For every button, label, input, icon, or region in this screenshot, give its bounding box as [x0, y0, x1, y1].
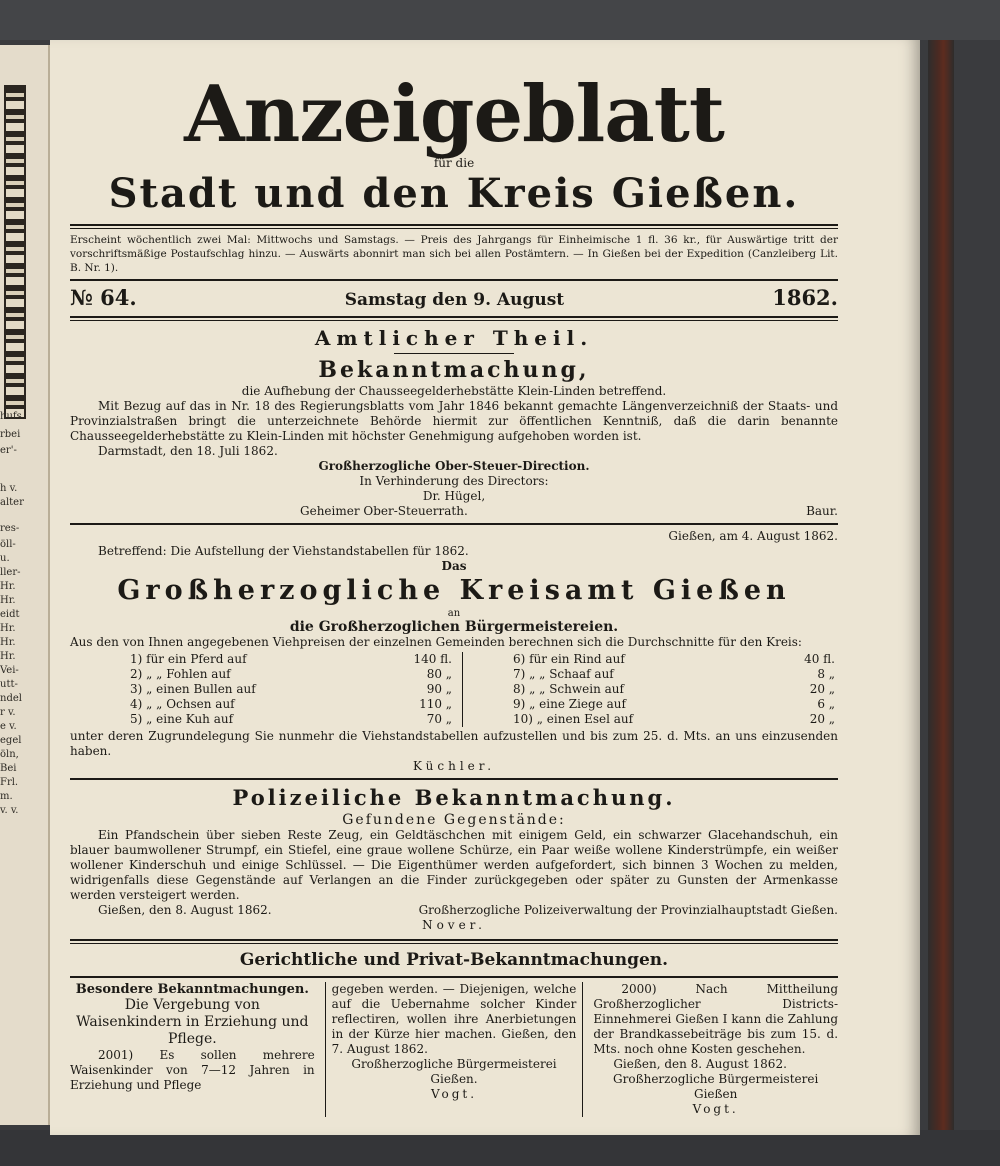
price-value: 70 „: [426, 712, 452, 726]
vieh-intro: Aus den von Ihnen angegebenen Viehpreisen der einzelnen Gemeinden berechnen sich die Durchschnitte für den Kreis:: [70, 635, 802, 649]
left-page-fragment: Hr.: [0, 637, 16, 648]
police-place-date: Gießen, den 8. August 1862.: [98, 903, 272, 917]
brandkasse-authority: Großherzogliche Bürgermeisterei Gießen: [613, 1072, 819, 1101]
book-binding: [928, 40, 954, 1130]
issue-date: Samstag den 9. August: [344, 290, 565, 310]
left-page-fragment: rbei: [0, 429, 21, 440]
police-text: Ein Pfandschein über sieben Reste Zeug, ein Geldtäschchen mit einigem Geld, ein schwarzer Glacehandschuh, ein blauer baumwollener Strumpf, ein Stiefel, eine graue wollene Schürze, ein Paar weiße wollene Kinderstrümpfe, ein weißer wollener Kinderschuh und einige Schlüssel. — Die Eigenthümer werden aufgefordert, sich binnen 3 Wochen zu melden, widrigenfalls diese Gegenstände auf Verlangen an die Finder zurückgegeben oder später zu Gunsten der Armenkasse werden versteigert werden.: [70, 828, 838, 902]
section-heading-amtlich: Amtlicher Theil.: [314, 326, 594, 350]
divider: [70, 939, 838, 944]
police-authority: Großherzogliche Polizeiverwaltung der Provinzialhauptstadt Gießen.: [418, 903, 838, 917]
left-page-fragment: r v.: [0, 707, 16, 718]
price-label: 5) „ eine Kuh auf: [130, 712, 234, 726]
divider: [70, 523, 838, 525]
price-value: 90 „: [426, 682, 452, 696]
private-section-title: Gerichtliche und Privat-Bekanntmachungen.: [239, 950, 669, 970]
brandkasse-signer: Vogt.: [692, 1102, 739, 1116]
price-value: 6 „: [817, 697, 835, 711]
police-subtitle: Gefundene Gegenstände:: [342, 812, 566, 828]
price-label: 2) „ „ Fohlen auf: [130, 667, 231, 681]
police-signer: Nover.: [422, 918, 486, 932]
masthead-title: Anzeigeblatt: [184, 69, 724, 160]
besondere-heading: Besondere Bekanntmachungen.: [75, 982, 309, 997]
private-column-1: [70, 982, 315, 1117]
price-row: [513, 667, 835, 682]
left-page-fragment: m.: [0, 791, 13, 802]
vieh-place-date: Gießen, am 4. August 1862.: [668, 529, 838, 543]
price-value: 20 „: [809, 682, 835, 696]
police-signature-line: [70, 903, 838, 918]
waisen-text-continued: gegeben werden. — Diejenigen, welche auf die Uebernahme solcher Kinder reflectiren, wollen ihre Anerbietungen in der Kürze hier machen. Gießen, den 7. August 1862.: [331, 982, 577, 1056]
price-row: [130, 697, 452, 712]
left-page-fragment: utt-: [0, 679, 18, 690]
waisen-text: 2001) Es sollen mehrere Waisenkinder von 7—12 Jahren in Erziehung und Pflege: [70, 1048, 315, 1092]
vieh-recipients: die Großherzoglichen Bürgermeistereien.: [289, 619, 619, 635]
private-columns: [70, 982, 838, 1117]
vieh-an: an: [447, 608, 461, 619]
vieh-authority: Großherzogliche Kreisamt Gießen: [117, 575, 791, 606]
page-content: [70, 60, 838, 1117]
price-row: [513, 697, 835, 712]
vieh-signer: Küchler.: [412, 759, 496, 773]
price-row: [513, 652, 835, 667]
masthead-fuer-die: für die: [433, 156, 475, 170]
announcement-title: Bekanntmachung,: [318, 357, 590, 383]
waisen-authority: Großherzogliche Bürgermeisterei Gießen.: [351, 1057, 557, 1086]
brandkasse-place-date: Gießen, den 8. August 1862.: [613, 1057, 787, 1071]
price-label: 3) „ einen Bullen auf: [130, 682, 256, 696]
announcement-signature-line: [70, 504, 838, 519]
price-value: 40 fl.: [804, 652, 835, 666]
left-facing-page: [0, 45, 50, 1125]
background-top: [0, 0, 1000, 40]
announcement-clerk: Baur.: [806, 504, 838, 518]
price-table: [130, 652, 838, 727]
left-page-fragment: v. v.: [0, 805, 19, 816]
left-page-fragment: res-: [0, 523, 20, 534]
waisen-signer: Vogt.: [430, 1087, 478, 1101]
announcement-signer: Dr. Hügel,: [422, 489, 486, 503]
brandkasse-text: 2000) Nach Mittheilung Großherzoglicher Districts-Einnehmerei Gießen I kann die Zahlung der Brandkassebeiträge bis zum 15. d. Mts. noch ohne Kosten geschehen.: [593, 982, 839, 1056]
price-row: [513, 682, 835, 697]
vieh-closing: unter deren Zugrundelegung Sie nunmehr die Viehstandstabellen aufzustellen und bis zum 25. d. Mts. an uns einzusenden haben.: [70, 729, 838, 758]
price-column-right: [463, 652, 835, 727]
subscription-notice: Erscheint wöchentlich zwei Mal: Mittwochs und Samstags. — Preis des Jahrgangs für Einheimische 1 fl. 36 kr., für Auswärtige tritt der vorschriftsmäßige Postaufschlag hinzu. — Auswärts abonnirt man sich bei allen Postämtern. — In Gießen bei der Expedition (Canzleiberg Lit. B. Nr. 1).: [70, 234, 838, 274]
left-page-fragment: ndel: [0, 693, 22, 704]
left-page-fragment: u.: [0, 553, 10, 564]
price-label: 7) „ „ Schaaf auf: [513, 667, 614, 681]
left-page-fragment: Hr.: [0, 623, 16, 634]
divider: [394, 353, 514, 354]
divider: [70, 224, 838, 229]
background-bottom: [0, 1130, 1000, 1166]
left-page-fragment: Hr.: [0, 651, 16, 662]
price-value: 140 fl.: [413, 652, 452, 666]
left-page-fragment: öln,: [0, 749, 19, 760]
announcement-vertretung: In Verhinderung des Directors:: [359, 474, 549, 488]
left-page-fragment: hufs: [0, 411, 22, 422]
price-label: 4) „ „ Ochsen auf: [130, 697, 235, 711]
divider: [70, 778, 838, 780]
divider: [70, 316, 838, 321]
issue-number: № 64.: [70, 285, 137, 310]
price-row: [130, 682, 452, 697]
vieh-betreff: Betreffend: Die Aufstellung der Viehstandstabellen für 1862.: [98, 544, 469, 558]
left-page-fragment: Hr.: [0, 595, 16, 606]
left-page-fragment: alter: [0, 497, 24, 508]
left-page-fragment: ller-: [0, 567, 21, 578]
price-row: [130, 667, 452, 682]
left-page-fragment: egel: [0, 735, 22, 746]
price-label: 8) „ „ Schwein auf: [513, 682, 624, 696]
issue-line: [70, 285, 838, 310]
price-row: [130, 652, 452, 667]
price-label: 6) für ein Rind auf: [513, 652, 625, 666]
announcement-rank: Geheimer Ober-Steuerrath.: [300, 504, 468, 518]
police-title: Polizeiliche Bekanntmachung.: [232, 785, 676, 810]
announcement-text: Mit Bezug auf das in Nr. 18 des Regierungsblatts vom Jahr 1846 bekannt gemachte Längenverzeichniß der Staats- und Provinzialstraßen bringt die unterzeichnete Behörde hiermit zur öffentlichen Kenntniß, daß die darin benannte Chausseegelderhebstätte zu Klein-Linden mit höchster Genehmigung aufgehoben worden ist.: [70, 399, 838, 443]
announcement-authority: Großherzogliche Ober-Steuer-Direction.: [318, 459, 590, 473]
price-value: 80 „: [426, 667, 452, 681]
announcement-subtitle: die Aufhebung der Chausseegelderhebstätte Klein-Linden betreffend.: [241, 384, 667, 398]
price-label: 1) für ein Pferd auf: [130, 652, 247, 666]
announcement-place-date: Darmstadt, den 18. Juli 1862.: [98, 444, 278, 458]
price-value: 8 „: [817, 667, 835, 681]
left-page-fragment: er'-: [0, 445, 17, 456]
price-row: [513, 712, 835, 727]
price-label: 10) „ einen Esel auf: [513, 712, 634, 726]
vieh-das: Das: [441, 559, 467, 573]
divider: [70, 976, 838, 978]
issue-year: 1862.: [772, 285, 838, 310]
private-column-3: [593, 982, 838, 1117]
divider: [70, 279, 838, 281]
price-column-left: [130, 652, 463, 727]
left-page-fragment: Frl.: [0, 777, 19, 788]
ornament-border: [4, 85, 26, 419]
left-page-fragment: h v.: [0, 483, 18, 494]
private-column-2: [325, 982, 584, 1117]
left-page-fragment: Vei-: [0, 665, 19, 676]
left-page-fragment: e v.: [0, 721, 17, 732]
left-page-fragment: Hr.: [0, 581, 16, 592]
left-page-fragment: öll-: [0, 539, 16, 550]
waisen-title: Die Vergebung von Waisenkindern in Erziehung und Pflege.: [76, 997, 309, 1047]
price-row: [130, 712, 452, 727]
left-page-fragment: Bei: [0, 763, 17, 774]
price-value: 20 „: [809, 712, 835, 726]
left-page-fragment: eidt: [0, 609, 20, 620]
masthead-subtitle: Stadt und den Kreis Gießen.: [108, 170, 800, 217]
price-label: 9) „ eine Ziege auf: [513, 697, 626, 711]
price-value: 110 „: [419, 697, 452, 711]
